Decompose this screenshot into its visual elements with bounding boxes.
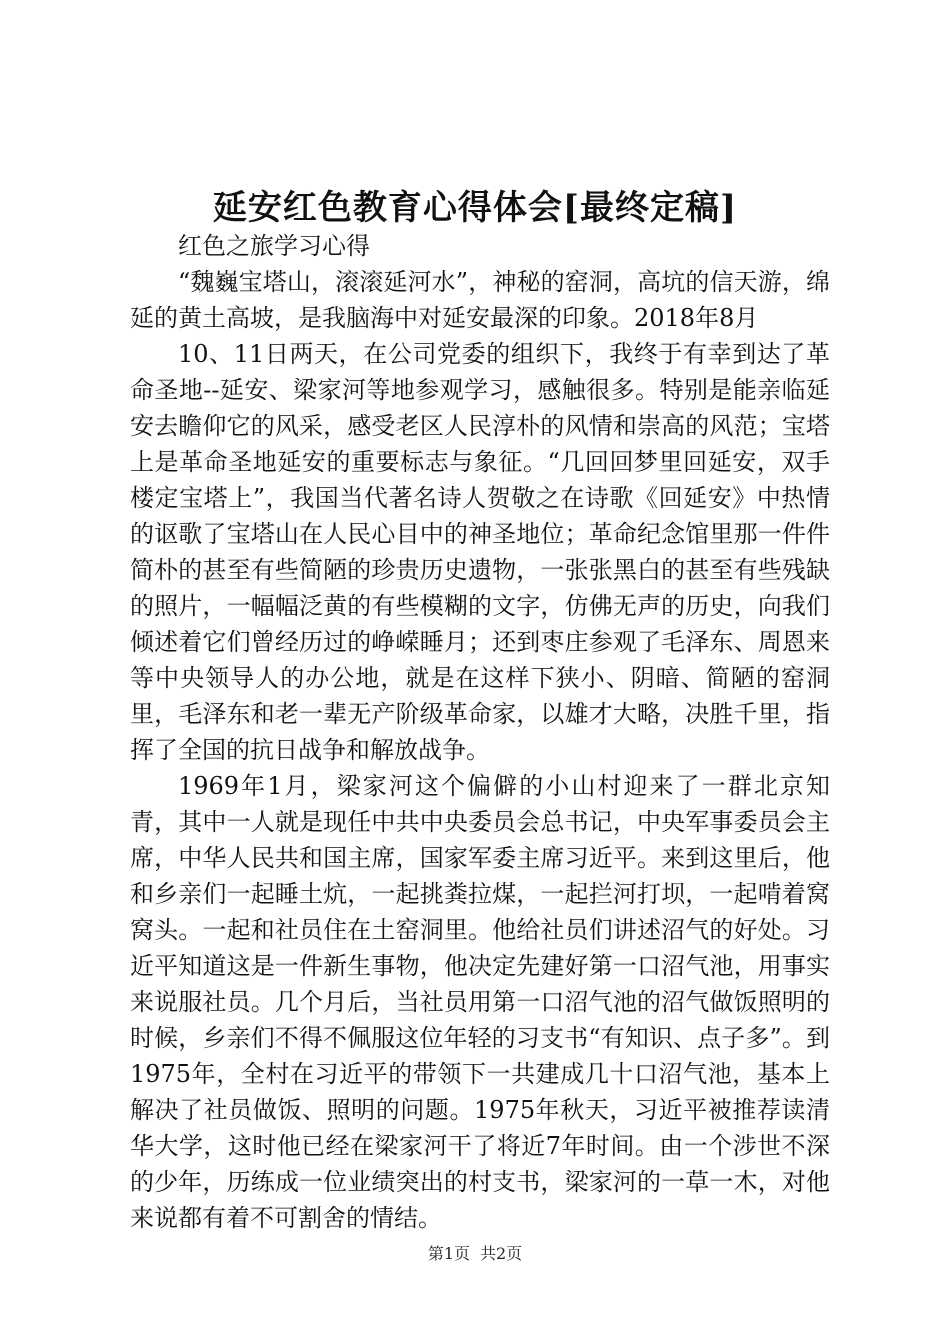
- document-subtitle: 红色之旅学习心得: [178, 232, 370, 260]
- document-title: 延安红色教育心得体会[最终定稿]: [212, 188, 738, 228]
- paragraph: “魏巍宝塔山，滚滚延河水”，神秘的窑洞，高坑的信天游，绵延的黄土高坡，是我脑海中对延安最深的印象。2018年8月: [130, 268, 830, 332]
- paragraph: 1969年1月，梁家河这个偏僻的小山村迎来了一群北京知青，其中一人就是现任中共中央委员会总书记，中央军事委员会主席，中华人民共和国主席，国家军委主席习近平。来到这里后，他和乡亲们一起睡土炕，一起挑粪拉煤，一起拦河打坝，一起啃着窝窝头。一起和社员住在土窑洞里。他给社员们讲述沼气的好处。习近平知道这是一件新生事物，他决定先建好第一口沼气池，用事实来说服社员。几个月后，当社员用第一口沼气池的沼气做饭照明的时候，乡亲们不得不佩服这位年轻的习支书“有知识、点子多”。到1975年，全村在习近平的带领下一共建成几十口沼气池，基本上解决了社员做饭、照明的问题。1975年秋天，习近平被推荐读清华大学，这时他已经在梁家河干了将近7年时间。由一个涉世不深的少年，历练成一位业绩突出的村支书，梁家河的一草一木，对他来说都有着不可割舍的情结。: [130, 772, 830, 1232]
- page-number: 第1页: [427, 1244, 470, 1263]
- page-footer: [0, 1242, 950, 1266]
- document-body: [130, 228, 830, 1236]
- page-total: 共2页: [480, 1244, 523, 1263]
- paragraph: 10、11日两天，在公司党委的组织下，我终于有幸到达了革命圣地--延安、梁家河等地参观学习，感触很多。特别是能亲临延安去瞻仰它的风采，感受老区人民淳朴的风情和崇高的风范；宝塔上是革命圣地延安的重要标志与象征。“几回回梦里回延安，双手楼定宝塔上”，我国当代著名诗人贺敬之在诗歌《回延安》中热情的讴歌了宝塔山在人民心目中的神圣地位；革命纪念馆里那一件件简朴的甚至有些简陋的珍贵历史遗物，一张张黑白的甚至有些残缺的照片，一幅幅泛黄的有些模糊的文字，仿佛无声的历史，向我们倾述着它们曾经历过的峥嵘睡月；还到枣庄参观了毛泽东、周恩来等中央领导人的办公地，就是在这样下狭小、阴暗、简陋的窑洞里，毛泽东和老一辈无产阶级革命家，以雄才大略，决胜千里，指挥了全国的抗日战争和解放战争。: [130, 340, 830, 764]
